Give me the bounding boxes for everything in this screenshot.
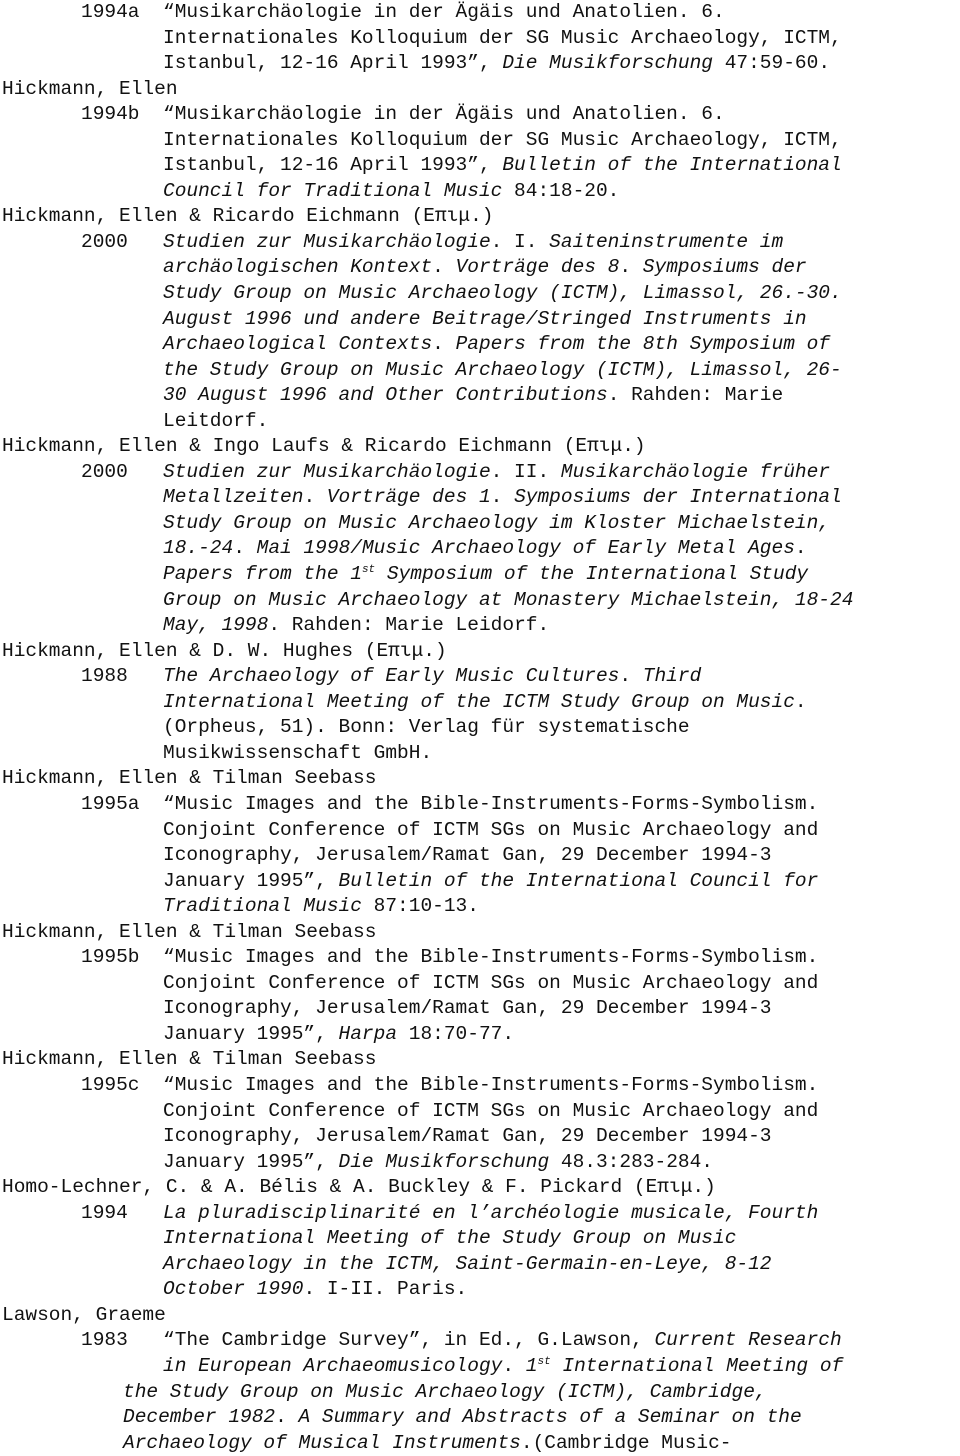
italic-title-text: the Study Group on Music Archaeology (ICTM), Limassol, 26- [163,358,842,381]
citation-line [163,1099,953,1125]
citation-text: “Music Images and the Bible-Instruments-Forms-Symbolism. [163,946,819,969]
citation-text: 87:10-13. [361,895,479,918]
citation-line [163,971,953,997]
italic-title-text: International Meeting of [550,1354,844,1377]
citation-line [163,358,953,384]
citation-line [163,1201,953,1227]
citation-line [123,1380,953,1406]
citation-text: Internationales Kolloquium der SG Music Archaeology, ICTM, [163,26,842,49]
citation-line [163,1124,953,1150]
entry-author: Homo-Lechner, C. & A. Bélis & A. Buckley & F. Pickard (Επιμ.) [2,1176,716,1199]
citation-line [163,894,953,920]
citation-line [123,1405,953,1431]
italic-title-text: Archaeological Contexts [163,333,433,356]
italic-title-text: 18.-24 [163,537,234,560]
italic-title-text: May, 1998 [163,614,269,637]
bibliography-entry [0,1073,960,1175]
italic-title-text: Symposium of the International Study [375,563,809,586]
italic-title-text: October 1990 [163,1278,304,1301]
citation-text: .(Cambridge Music- [520,1431,732,1454]
citation-text: . [502,1354,526,1377]
citation-line [163,690,953,716]
citation-text: 47:59-60. [713,52,831,75]
italic-title-text: Archaeology in the ICTM, Saint-Germain-en-Leye, 8-12 [163,1252,772,1275]
citation-line [163,1150,953,1176]
bibliography-entry [0,1201,960,1303]
citation-line [163,1073,953,1099]
entry-year: 1995a [81,792,140,815]
citation-text: . [233,537,257,560]
citation-text: 18:70-77. [397,1022,515,1045]
citation-text: . I-II. Paris. [303,1278,468,1301]
citation-text: . II. [490,460,561,483]
citation-line [163,869,953,895]
citation-line [163,179,953,205]
citation-text: Iconography, Jerusalem/Ramat Gan, 29 December 1994-3 [163,844,772,867]
citation-line [163,562,953,588]
citation-text: Iconography, Jerusalem/Ramat Gan, 29 December 1994-3 [163,997,772,1020]
entry-year: 1995b [81,946,140,969]
citation-text: 84:18-20. [502,179,620,202]
entry-year: 1988 [81,665,128,688]
citation-text: Conjoint Conference of ICTM SGs on Music Archaeology and [163,971,819,994]
italic-title-text: archäologischen Kontext [163,256,433,279]
citation-line [163,51,953,77]
citation-line [163,383,953,409]
citation-text: “Music Images and the Bible-Instruments-Forms-Symbolism. [163,792,819,815]
italic-title-text: Symposiums der [642,256,807,279]
citation-text: “Musikarchäologie in der Ägäis und Anatolien. 6. [163,103,725,126]
entry-citation [163,102,953,204]
citation-line [163,715,953,741]
entry-citation [163,664,953,766]
bibliography-entry [0,792,960,920]
italic-title-text: Harpa [338,1022,398,1045]
bibliography-entry [0,945,960,1047]
citation-text: . I. [490,230,550,253]
citation-line [163,485,953,511]
italic-title-text: August 1996 und andere Beitrage/Stringed Instruments in [163,307,807,330]
citation-line [163,153,953,179]
italic-title-text: International Meeting of the ICTM Study Group on Music [163,690,795,713]
superscript-text: st [537,1355,551,1368]
bibliography-entry [0,664,960,766]
citation-text: (Orpheus, 51). Bonn: Verlag für systematische [163,716,690,739]
citation-text: Istanbul, 12-16 April 1993”, [163,52,503,75]
bibliography-entry [0,102,960,204]
entry-year: 1983 [81,1329,128,1352]
italic-title-text: Bulletin of the International [502,154,842,177]
italic-title-text: 30 August 1996 and Other Contributions [163,384,608,407]
entry-author: Lawson, Graeme [2,1303,166,1326]
citation-text: Conjoint Conference of ICTM SGs on Music Archaeology and [163,818,819,841]
entry-citation [163,792,953,920]
italic-title-text: Council for Traditional Music [163,179,503,202]
entry-citation [163,230,953,434]
italic-title-text: Die Musikforschung [502,52,713,75]
citation-line [163,102,953,128]
entry-year: 2000 [81,460,128,483]
citation-line [163,818,953,844]
citation-text: . [490,486,515,509]
italic-title-text: The Archaeology of Early Music Cultures [163,665,620,688]
entry-author: Hickmann, Ellen & Ricardo Eichmann (Επιμ.) [2,205,494,228]
citation-line [163,1022,953,1048]
citation-text: . [794,690,807,713]
entry-citation [163,0,953,77]
citation-line [163,128,953,154]
entry-year: 1994 [81,1201,128,1224]
citation-line [163,1328,953,1354]
italic-title-text: Metallzeiten [163,486,304,509]
italic-title-text: Musikarchäologie früher [560,460,831,483]
entry-author: Hickmann, Ellen [2,77,178,100]
citation-text: Leitdorf. [163,409,269,432]
citation-line [163,332,953,358]
bibliography-entry [0,460,960,639]
citation-text: Conjoint Conference of ICTM SGs on Music Archaeology and [163,1099,819,1122]
citation-text: . [303,486,327,509]
entry-year: 1995c [81,1073,140,1096]
bibliography-entry [0,230,960,434]
citation-line [163,1252,953,1278]
italic-title-text: Studien zur Musikarchäologie [163,460,491,483]
citation-line [163,996,953,1022]
citation-text: . [432,256,456,279]
citation-text: Istanbul, 12-16 April 1993”, [163,154,503,177]
italic-title-text: the Study Group on Music Archaeology (ICTM), Cambridge, [123,1380,767,1403]
italic-title-text: Third [642,665,702,688]
citation-text: . Rahden: Marie [607,384,784,407]
citation-line [163,843,953,869]
italic-title-text: Vorträge des 1 [326,486,491,509]
citation-line [163,1354,953,1380]
citation-text: 48.3:283-284. [549,1150,713,1173]
italic-title-text: 1 [525,1354,538,1377]
entry-author: Hickmann, Ellen & Tilman Seebass [2,920,377,943]
citation-text: Internationales Kolloquium der SG Music Archaeology, ICTM, [163,128,842,151]
citation-line [163,230,953,256]
citation-text: . [794,537,807,560]
bibliography-entry [0,1328,960,1456]
entry-year: 2000 [81,230,128,253]
italic-title-text: Papers from the 8th Symposium of [455,333,831,356]
italic-title-text: Papers from the 1 [163,563,362,586]
italic-title-text: Mai 1998/Music Archaeology of Early Metal Ages [256,537,795,560]
citation-line [163,613,953,639]
citation-text: “Music Images and the Bible-Instruments-Forms-Symbolism. [163,1073,819,1096]
citation-line [163,511,953,537]
italic-title-text: December 1982 [123,1406,276,1429]
italic-title-text: Study Group on Music Archaeology (ICTM), Limassol, 26.-30. [163,282,842,305]
citation-text: January 1995”, [163,1150,339,1173]
citation-text: January 1995”, [163,1022,339,1045]
citation-line [163,1226,953,1252]
citation-line [163,588,953,614]
citation-line [163,307,953,333]
italic-title-text: Archaeology of Musical Instruments [123,1431,521,1454]
citation-line [163,255,953,281]
citation-line [163,741,953,767]
citation-text: Musikwissenschaft GmbH. [163,741,433,764]
citation-text: January 1995”, [163,869,339,892]
citation-text: . [432,333,456,356]
italic-title-text: Current Research [654,1329,842,1352]
entry-year: 1994a [81,1,140,23]
italic-title-text: Bulletin of the International Council for [338,869,819,892]
italic-title-text: La pluradisciplinarité en l’archéologie musicale, Fourth [163,1201,819,1224]
italic-title-text: Traditional Music [163,895,362,918]
citation-text: “Musikarchäologie in der Ägäis und Anatolien. 6. [163,1,725,23]
citation-line [163,460,953,486]
citation-text: . Rahden: Marie Leidorf. [268,614,550,637]
entry-year: 1994b [81,103,140,126]
bibliography-entry [0,0,960,77]
citation-line [123,1431,953,1456]
citation-line [163,792,953,818]
superscript-text: st [361,564,376,577]
entry-citation [163,460,953,639]
citation-line [163,664,953,690]
entry-citation [163,1201,953,1303]
italic-title-text: in European Archaeomusicology [163,1354,503,1377]
entry-author: Hickmann, Ellen & D. W. Hughes (Επιμ.) [2,639,447,662]
citation-line [163,26,953,52]
entry-citation [163,945,953,1047]
italic-title-text: Die Musikforschung [338,1150,550,1173]
italic-title-text: Vorträge des 8 [455,256,620,279]
citation-line [163,281,953,307]
citation-line [163,945,953,971]
entry-author: Hickmann, Ellen & Ingo Laufs & Ricardo Eichmann (Επιμ.) [2,435,646,458]
citation-line [163,0,953,26]
citation-line [163,409,953,435]
citation-text: . [619,665,643,688]
entry-citation [123,1328,953,1456]
entry-author: Hickmann, Ellen & Tilman Seebass [2,767,377,790]
italic-title-text: A Summary and Abstracts of a Seminar on the [298,1406,802,1429]
italic-title-text: Studien zur Musikarchäologie [163,230,491,253]
citation-text: Iconography, Jerusalem/Ramat Gan, 29 December 1994-3 [163,1125,772,1148]
citation-line [163,536,953,562]
citation-text: . [275,1406,299,1429]
citation-text: “The Cambridge Survey”, in Ed., G.Lawson, [163,1329,655,1352]
citation-line [163,1277,953,1303]
italic-title-text: Saiteninstrumente im [549,230,784,253]
entry-citation [163,1073,953,1175]
italic-title-text: Group on Music Archaeology at Monastery Michaelstein, 18-24 [163,588,854,611]
citation-text: . [619,256,643,279]
italic-title-text: Symposiums der International [514,486,842,509]
entry-author: Hickmann, Ellen & Tilman Seebass [2,1048,377,1071]
italic-title-text: International Meeting of the Study Group on Music [163,1227,737,1250]
italic-title-text: Study Group on Music Archaeology im Kloster Michaelstein, [163,511,831,534]
